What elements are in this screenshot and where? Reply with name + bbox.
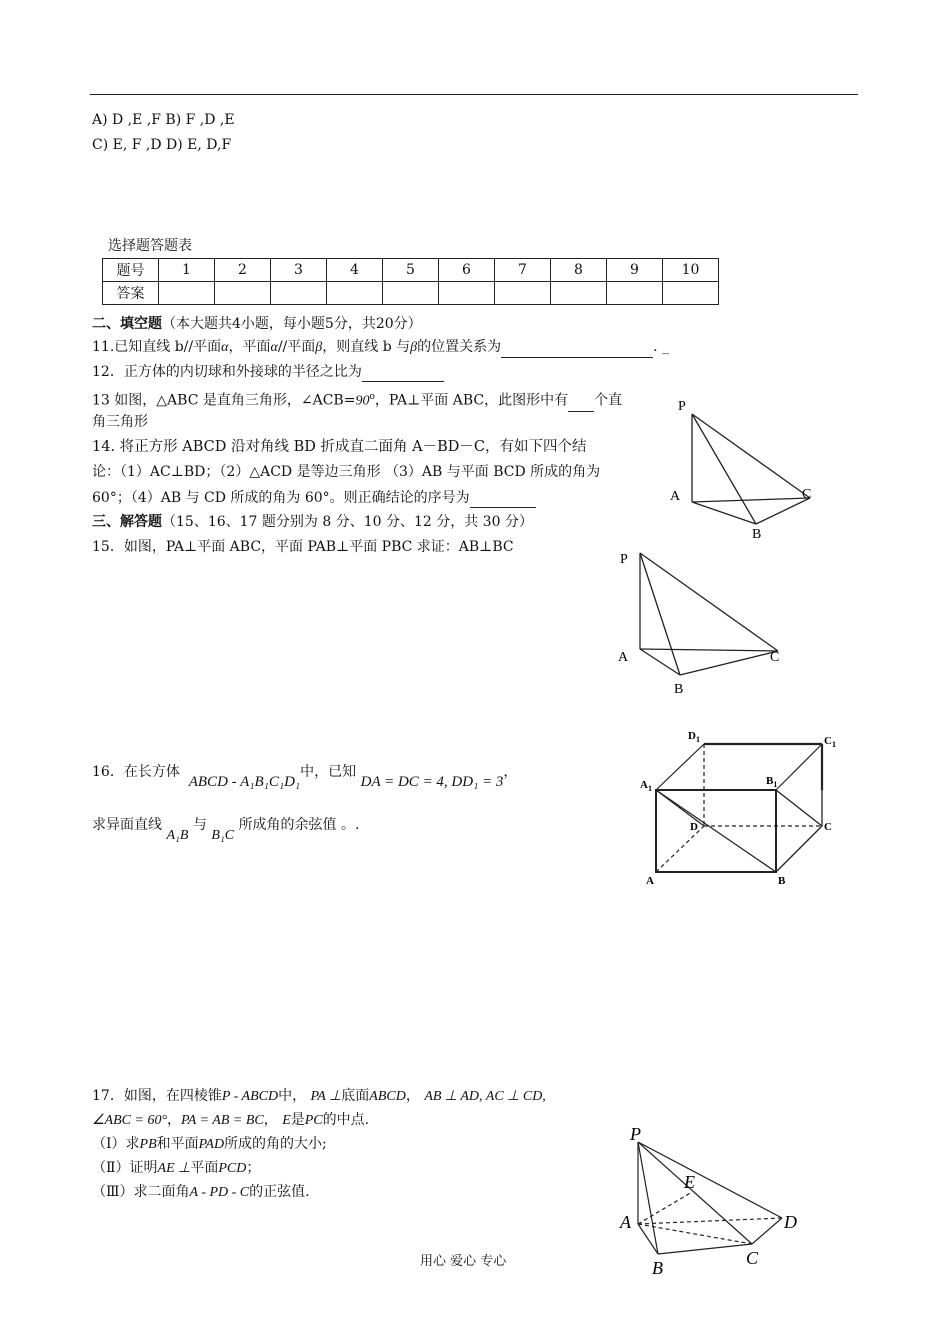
figure-13-tetrahedron [660,394,830,544]
edge-ac [640,649,778,651]
label-c: C [746,1248,759,1268]
q17-text: 的中点. [322,1112,370,1128]
edge-ab [640,649,680,675]
label-b: B [778,875,786,887]
question-16-line1 [92,762,518,790]
label-c: C [770,650,780,665]
edge-pc [692,414,810,498]
figure-15-tetrahedron [610,545,810,700]
q17-text: 和平面 [156,1136,199,1152]
answer-cell[interactable] [159,282,215,305]
section2-heading: 二、填空题 [92,316,162,332]
answer-blank[interactable] [568,397,594,412]
answer-cell[interactable] [607,282,663,305]
label-c: C [802,487,812,502]
question-17-part3 [92,1182,310,1203]
label-c1: $C_1$ [824,735,836,749]
number-cell: 3 [271,259,327,282]
q17-math: A - PD - C [189,1185,250,1200]
q17-math: PC [304,1113,323,1128]
edge-pb [640,553,680,675]
q16-text-b: 中，已知 [300,764,357,780]
section3-heading-line [92,512,533,532]
section3-note: （15、16、17 题分别为 8 分、10 分、12 分，共 30 分） [162,514,533,530]
q11-text-c: //平面 [277,339,316,355]
q17-math: ∠ABC = 60° [92,1113,168,1128]
q11-text-b: ，平面 [228,339,271,355]
edge-a1d1 [656,744,704,790]
q16-line2-a: 求异面直线 [92,817,162,833]
row-label-number: 题号 [103,259,159,282]
number-cell: 6 [439,259,495,282]
diagonal-b1c [776,790,822,826]
q11-text-e: 的位置关系为 [417,339,502,355]
q16-line-b1c: B₁C [211,828,235,843]
q13-text-c: 个直 [594,392,623,409]
q17-math: PB [139,1137,157,1152]
q17-math: E [282,1113,291,1128]
label-b: B [674,682,684,697]
question-17-line1 [92,1086,546,1107]
q12-text: 12．正方体的内切球和外接球的半径之比为 [92,364,362,380]
number-cell: 8 [551,259,607,282]
label-b: B [652,1258,663,1278]
q17-text: ， [405,1088,420,1104]
q17-text: 平面 [190,1160,219,1176]
label-p: P [620,552,628,567]
label-a: A [670,489,681,504]
q13-text-a: 13 如图，△ABC 是直角三角形，∠ACB= [92,392,356,409]
answer-cell[interactable] [383,282,439,305]
q17-text: ； [246,1160,261,1176]
question-17-line2 [92,1110,369,1131]
question-12 [92,362,444,382]
edge-cd [752,1218,782,1244]
answer-cell[interactable] [663,282,719,305]
q17-math: AE ⊥ [157,1161,191,1176]
label-a: A [646,875,654,887]
q16-given: DA = DC = 4, DD₁ = 3 [360,774,504,790]
label-e: E [684,1172,695,1192]
label-d: D [690,821,698,833]
q16-text-a: 16．在长方体 [92,764,180,780]
q17-text: 17．如图，在四棱锥 [92,1088,222,1104]
segment-ae-hidden [638,1192,692,1224]
number-cell: 2 [215,259,271,282]
q16-line2-b: 与 [192,817,207,833]
q14-text: 60°；（4）AB 与 CD 所成的角为 60°。则正确结论的序号为 [92,490,470,506]
q17-text: 中， [278,1088,307,1104]
q17-math: ABCD [369,1089,406,1104]
section2-heading-line [92,314,422,334]
figure-16-cuboid [636,724,850,890]
figure-17-pyramid [612,1120,808,1280]
edge-bc [776,826,822,872]
edge-ac [692,498,810,502]
label-a1: $A_1$ [640,779,652,793]
number-cell: 9 [607,259,663,282]
label-b: B [752,527,762,542]
edge-ad-hidden [638,1218,782,1224]
answer-blank[interactable] [362,367,444,382]
label-p: P [630,1124,641,1144]
answer-table-title: 选择题答题表 [108,238,192,254]
alpha-symbol: α [221,340,229,355]
q17-math: AB ⊥ AD, AC ⊥ CD, [424,1089,546,1104]
q17-text: ， [167,1112,182,1128]
edge-bc [680,651,778,675]
edge-ab [692,502,756,524]
q17-math: PA = AB = BC [181,1113,264,1128]
q11-end: . _ [653,339,670,355]
question-17-part2 [92,1158,260,1179]
number-cell: 10 [663,259,719,282]
q17-math: PCD [218,1161,247,1176]
header-rule [90,94,858,95]
q16-line2-c: 所成角的余弦值 。. [238,817,360,833]
edge-pb [638,1142,658,1254]
beta-symbol: β [315,340,323,355]
q17-text: ， [263,1112,278,1128]
q11-text-a: 11.已知直线 b//平面 [92,339,222,355]
q13-text-b: ，PA⊥平面 ABC，此图形中有 [374,392,569,409]
diagonal-a1b [656,790,776,872]
number-cell: 4 [327,259,383,282]
section3-heading: 三、解答题 [92,514,162,530]
label-d: D [784,1212,797,1232]
question-14-line3 [92,488,536,508]
question-13-line2: 角三角形 [92,414,148,430]
alpha-symbol: α [270,340,278,355]
question-14-line2: 论：（1）AC⊥BD；（2）△ACD 是等边三角形 （3）AB 与平面 BCD 所成的角为 [92,464,601,480]
q13-angle: 90 [355,393,370,409]
q17-text: 的正弦值. [249,1184,310,1200]
question-14-line1: 14. 将正方形 ABCD 沿对角线 BD 折成直二面角 A－BD－C，有如下四个结 [92,439,587,455]
edge-pc [640,553,778,651]
q17-math: P - ABCD [221,1089,279,1104]
q17-text: 底面 [341,1088,370,1104]
question-13: 13 如图，△ABC 是直角三角形，$\angle ACB=90^o$，PA⊥平面 ABC，此图形中有 个直 [92,387,622,412]
q17-text: （Ⅲ）求二面角 [92,1184,190,1200]
question-16-line2 [92,815,360,843]
page-footer: 用心 爱心 专心 [420,1254,507,1269]
answer-cell[interactable] [439,282,495,305]
q17-text: 所成的角的大小; [224,1136,327,1152]
edge-b1c1 [776,744,822,790]
answer-blank[interactable] [470,493,536,508]
beta-symbol: β [410,340,418,355]
number-cell: 5 [383,259,439,282]
answer-cell[interactable] [495,282,551,305]
answer-cell[interactable] [327,282,383,305]
label-a: A [620,1212,631,1232]
label-a: A [618,650,629,665]
row-label-answer: 答案 [103,282,159,305]
q11-text-d: ，则直线 b 与 [322,339,411,355]
q17-math: PA ⊥ [310,1089,342,1104]
section2-note: （本大题共4小题，每小题5分，共20分） [162,316,422,332]
answer-cell[interactable] [271,282,327,305]
label-c: C [824,821,832,833]
options-line-2: C) E, F ,D D) E, D,F [92,137,232,153]
label-p: P [678,399,686,414]
options-line-1: A) D ,E ,F B) F ,D ,E [92,112,235,128]
number-cell: 7 [495,259,551,282]
label-b1: $B_1$ [766,775,778,789]
edge-bc [658,1244,752,1254]
q17-math: PAD [198,1137,225,1152]
question-15: 15．如图，PA⊥平面 ABC，平面 PAB⊥平面 PBC 求证：AB⊥BC [92,539,514,555]
answer-table [102,258,719,305]
number-cell: 1 [159,259,215,282]
question-17-part1 [92,1134,327,1155]
q17-text: 是 [290,1112,305,1128]
answer-cell[interactable] [215,282,271,305]
answer-blank[interactable] [501,343,653,358]
answer-cell[interactable] [551,282,607,305]
q16-line-a1b: A₁B [166,828,189,843]
edge-pb [692,414,756,524]
question-11 [92,337,669,358]
q17-text: （Ⅰ）求 [92,1136,140,1152]
q17-text: （Ⅱ）证明 [92,1160,158,1176]
q16-text-c: ， [503,764,518,780]
q16-formula: ABCD - A₁B₁C₁D₁ [188,774,301,790]
label-d1: $D_1$ [688,730,700,744]
